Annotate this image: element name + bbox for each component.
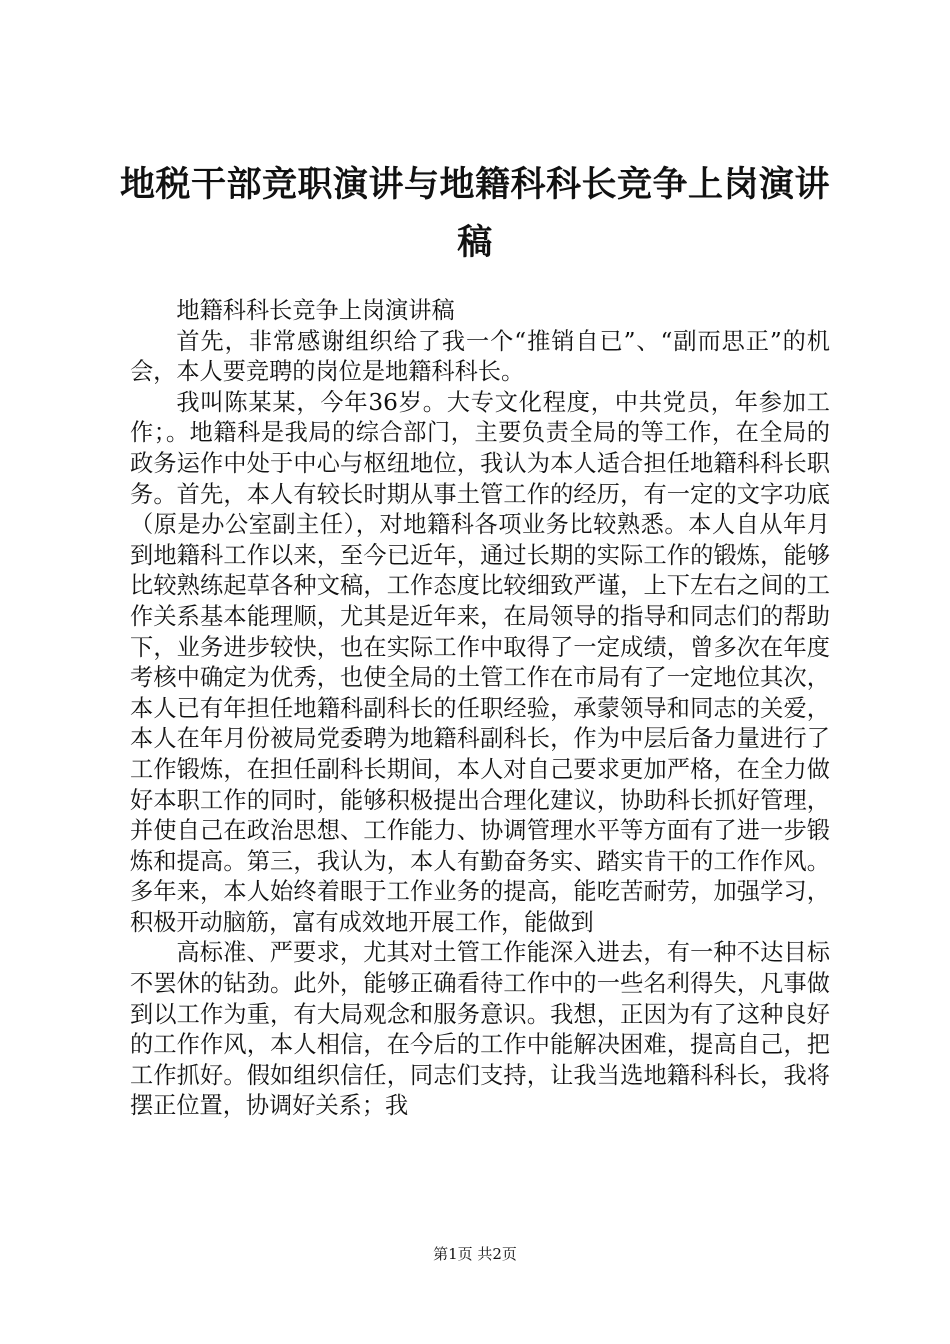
paragraph-subtitle: 地籍科科长竞争上岗演讲稿 xyxy=(176,297,455,324)
paragraph-work-style: 高标准、严要求，尤其对土管工作能深入进去，有一种不达目标不罢休的钻劲。此外，能够正确看待工作中的一些名利得失，凡事做到以工作为重，有大局观念和服务意识。我想，正因为有了这种良好的工作作风，本人相信，在今后的工作中能解决困难，提高自己，把工作抓好。假如组织信任，同志们支持，让我当选地籍科科长，我将摆正位置，协调好关系；我 xyxy=(130,939,830,1120)
paragraph-self-introduction: 我叫陈某某，今年36岁。大专文化程度，中共党员，年参加工作；。地籍科是我局的综合部门，主要负责全局的等工作，在全局的政务运作中处于中心与枢纽地位，我认为本人适合担任地籍科科长职务。首先，本人有较长时期从事土管工作的经历，有一定的文字功底（原是办公室副主任），对地籍科各项业务比较熟悉。本人自从年月到地籍科工作以来，至今已近年，通过长期的实际工作的锻炼，能够比较熟练起草各种文稿，工作态度比较细致严谨，上下左右之间的工作关系基本能理顺，尤其是近年来，在局领导的指导和同志们的帮助下，业务进步较快，也在实际工作中取得了一定成绩，曾多次在年度考核中确定为优秀，也使全局的土管工作在市局有了一定地位其次，本人已有年担任地籍科副科长的任职经验，承蒙领导和同志的关爱，本人在年月份被局党委聘为地籍科副科长，作为中层后备力量进行了工作锻炼，在担任副科长期间，本人对自己要求更加严格，在全力做好本职工作的同时，能够积极提出合理化建议，协助科长抓好管理，并使自己在政治思想、工作能力、协调管理水平等方面有了进一步锻炼和提高。第三，我认为，本人有勤奋务实、踏实肯干的工作作风。多年来，本人始终着眼于工作业务的提高，能吃苦耐劳，加强学习，积极开动脑筋，富有成效地开展工作，能做到 xyxy=(130,388,830,936)
page-number-footer: 第1页 共2页 xyxy=(433,1245,517,1263)
document-title: 地税干部竞职演讲与地籍科科长竞争上岗演讲稿 xyxy=(119,165,830,263)
document-body xyxy=(130,296,830,1122)
paragraph-opening: 首先，非常感谢组织给了我一个“推销自已”、“副而思正”的机会，本人要竞聘的岗位是地籍科科长。 xyxy=(130,327,830,386)
